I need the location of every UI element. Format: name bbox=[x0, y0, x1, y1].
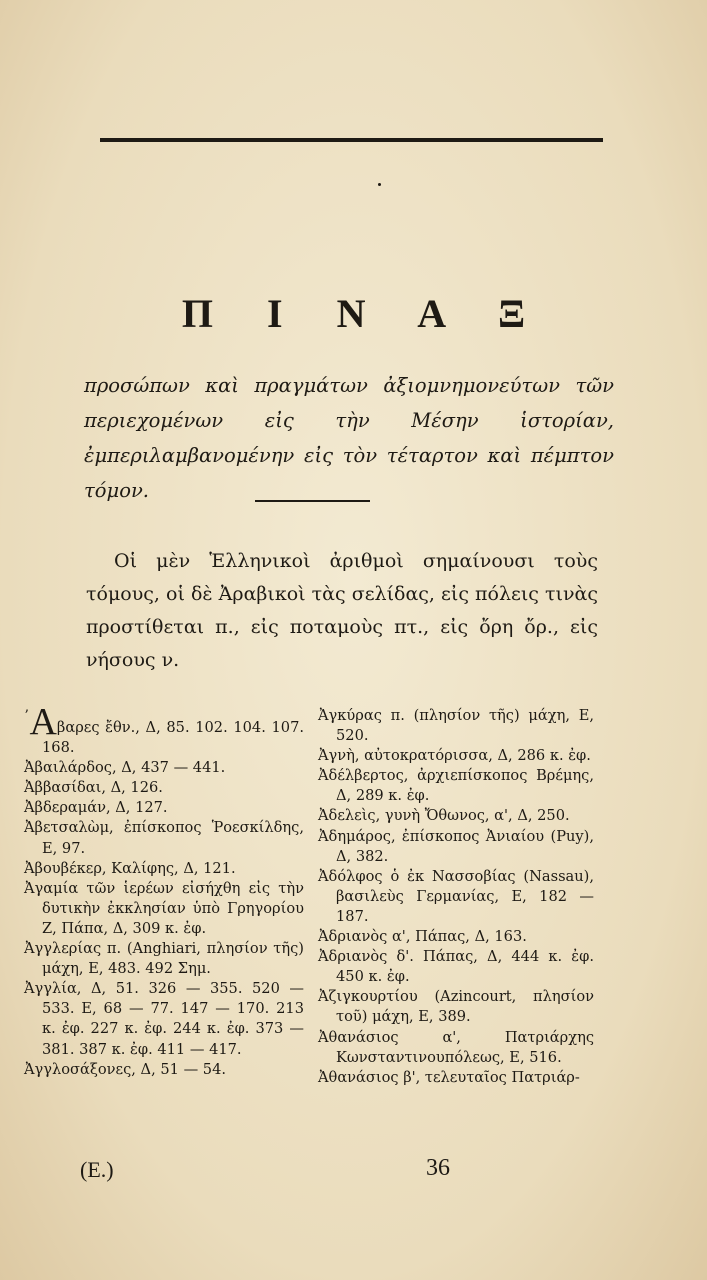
index-entry: Ἀβετσαλὼμ, ἐπίσκοπος Ῥοεσκίλδης, Ε, 97. bbox=[24, 819, 304, 857]
index-entry: Ἀδριανὸς δ'. Πάπας, Δ, 444 κ. ἐφ. 450 κ. ἐφ. bbox=[318, 948, 594, 986]
title-subtitle: προσώπων καὶ πραγμάτων ἀξιομνημονεύτων τῶν περιεχομένων εἰς τὴν Μέσην ἱστορίαν, ἐμπεριλαμβανομένην εἰς τὸν τέταρτον καὶ πέμπτον τόμον. bbox=[84, 374, 614, 502]
intro-paragraph: Οἱ μὲν Ἑλληνικοὶ ἀριθμοὶ σημαίνουσι τοὺς τόμους, οἱ δὲ Ἀραβικοὶ τὰς σελίδας, εἰς πόλεις τινὰς προστίθεται π., εἰς ποταμοὺς πτ., εἰς ὄρη ὄρ., εἰς νήσους ν. bbox=[86, 550, 598, 671]
section-divider bbox=[255, 500, 370, 502]
ornament-dot bbox=[378, 183, 381, 186]
index-entry: Ἀγγλερίας π. (Anghiari, πλησίον τῆς) μάχη, Ε, 483. 492 Σημ. bbox=[24, 940, 304, 978]
index-entry: Ἀβδεραμάν, Δ, 127. bbox=[24, 799, 168, 817]
index-entry: Ἀθανάσιος α', Πατριάρχης Κωνσταντινουπόλεως, Ε, 516. bbox=[318, 1028, 594, 1066]
index-entry: Ἀβουβέκερ, Καλίφης, Δ, 121. bbox=[24, 859, 236, 877]
index-entry-first bbox=[24, 701, 304, 758]
drop-cap: Α bbox=[29, 701, 57, 743]
index-entry: Ἀδριανὸς α', Πάπας, Δ, 163. bbox=[318, 928, 527, 946]
page-number: 36 bbox=[426, 1155, 450, 1181]
signature-mark: (Ε.) bbox=[80, 1157, 114, 1182]
index-entry: Ἀγαμία τῶν ἱερέων εἰσήχθη εἰς τὴν δυτικὴν ἐκκλησίαν ὑπὸ Γρηγορίου Ζ, Πάπα, Δ, 309 κ. ἐφ. bbox=[24, 879, 304, 937]
breathing-mark: ʼ bbox=[24, 708, 29, 724]
index-left-column bbox=[24, 701, 304, 1080]
index-right-column bbox=[318, 706, 594, 1088]
index-entry: Ἀδελεὶς, γυνὴ Ὄθωνος, α', Δ, 250. bbox=[318, 807, 570, 825]
index-entry: Ἀγκύρας π. (πλησίον τῆς) μάχη, Ε, 520. bbox=[318, 707, 594, 745]
index-entry: Ἀδόλφος ὁ ἐκ Νασσοβίας (Nassau), βασιλεὺς Γερμανίας, Ε, 182 — 187. bbox=[318, 867, 594, 925]
index-entry: Ἀβαιλάρδος, Δ, 437 — 441. bbox=[24, 759, 226, 777]
index-entry: Ἀγγλία, Δ, 51. 326 — 355. 520 — 533. Ε, 68 — 77. 147 — 170. 213 κ. ἐφ. 227 κ. ἐφ. 244 κ. ἐφ. 373 — 381. 387 κ. ἐφ. 411 — 417. bbox=[24, 980, 304, 1058]
index-entry: Ἀδέλβερτος, ἀρχιεπίσκοπος Βρέμης, Δ, 289 κ. ἐφ. bbox=[318, 767, 594, 805]
page-title: Π Ι Ν Α Ξ bbox=[181, 291, 548, 336]
first-entry-text: βαρες ἔθν., Δ, 85. 102. 104. 107. 168. bbox=[42, 719, 304, 757]
index-entry: Ἀββασίδαι, Δ, 126. bbox=[24, 779, 163, 797]
index-entry: Ἀζιγκουρτίου (Azincourt, πλησίον τοῦ) μάχη, Ε, 389. bbox=[318, 988, 594, 1026]
index-entry: Ἀδημάρος, ἐπίσκοπος Ἀνιαίου (Puy), Δ, 382. bbox=[318, 827, 594, 865]
index-entry: Ἀγνὴ, αὐτοκρατόρισσα, Δ, 286 κ. ἐφ. bbox=[318, 747, 591, 765]
index-entry: Ἀθανάσιος β', τελευταῖος Πατριάρ- bbox=[318, 1068, 580, 1086]
index-entry: Ἀγγλοσάξονες, Δ, 51 — 54. bbox=[24, 1060, 227, 1078]
top-rule bbox=[100, 138, 603, 142]
